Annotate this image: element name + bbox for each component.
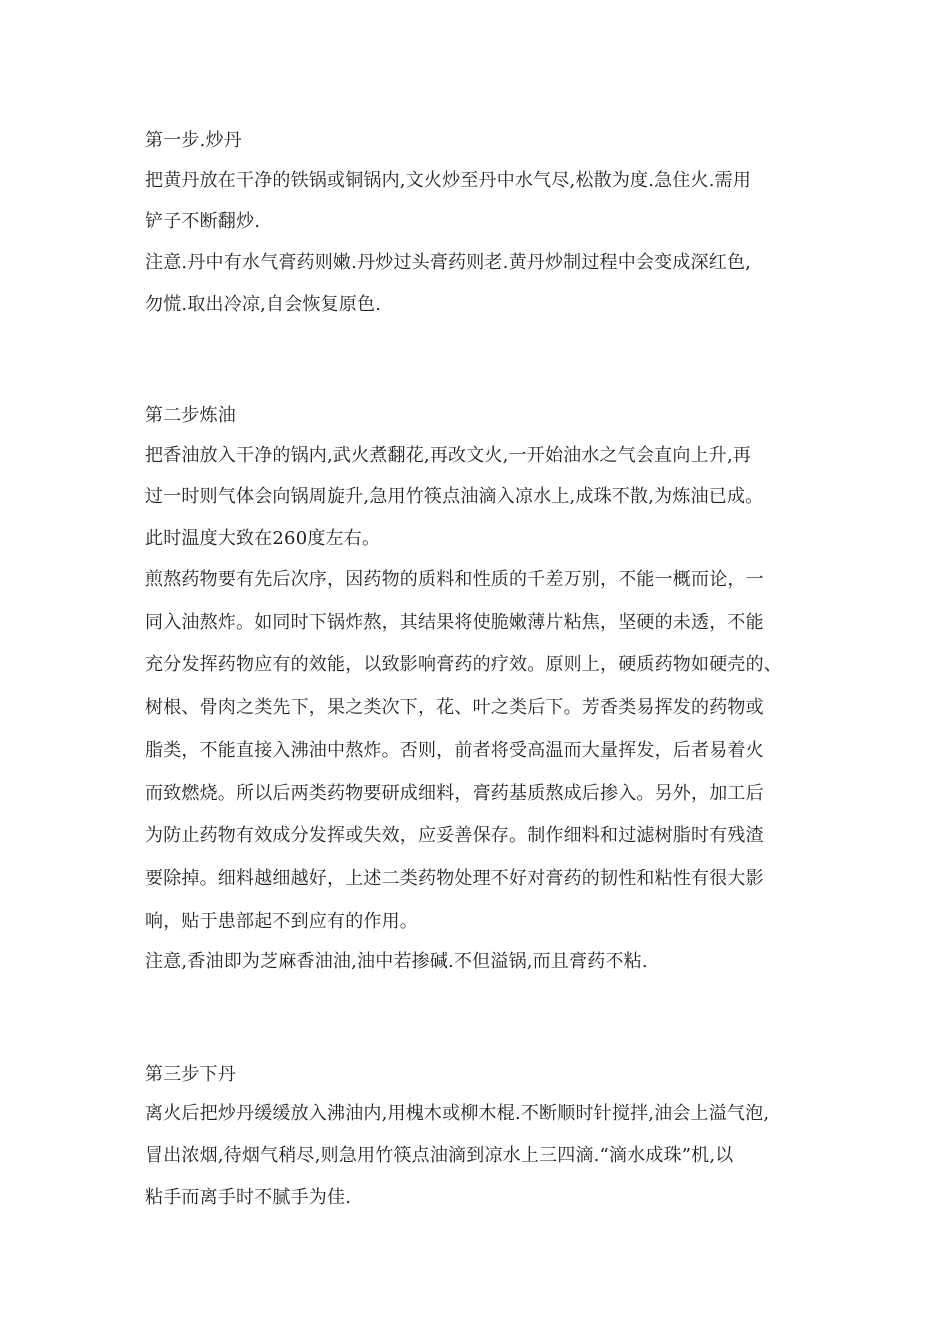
section-2-line-6: 充分发挥药物应有的效能，以致影响膏药的疗效。原则上，硬质药物如硬壳的、 xyxy=(145,654,782,675)
section-2-line-12: 响，贴于患部起不到应有的作用。 xyxy=(145,911,418,932)
section-2-line-1: 把香油放入干净的锅内,武火煮翻花,再改文火,一开始油水之气会直向上升,再 xyxy=(145,445,752,466)
section-2-line-3: 此时温度大致在260度左右。 xyxy=(145,528,381,549)
section-1-line-4: 勿慌.取出冷凉,自会恢复原色. xyxy=(145,294,382,315)
section-2-heading: 第二步炼油 xyxy=(145,405,236,426)
section-3-line-3: 粘手而离手时不腻手为佳. xyxy=(145,1187,352,1208)
section-3-line-2: 冒出浓烟,待烟气稍尽,则急用竹筷点油滴到凉水上三四滴.“滴水成珠”机,以 xyxy=(145,1145,734,1166)
section-3-heading: 第三步下丹 xyxy=(145,1064,236,1085)
section-2-line-8: 脂类，不能直接入沸油中熬炸。否则，前者将受高温而大量挥发，后者易着火 xyxy=(145,740,764,761)
section-2-line-9: 而致燃烧。所以后两类药物要研成细料，膏药基质熬成后掺入。另外，加工后 xyxy=(145,783,764,804)
section-2-line-4: 煎熬药物要有先后次序，因药物的质料和性质的千差万别，不能一概而论，一 xyxy=(145,569,764,590)
section-2-line-13: 注意,香油即为芝麻香油油,油中若掺碱.不但溢锅,而且膏药不粘. xyxy=(145,951,648,972)
section-2-line-2: 过一时则气体会向锅周旋升,急用竹筷点油滴入凉水上,成珠不散,为炼油已成。 xyxy=(145,486,764,507)
section-1-heading: 第一步.炒丹 xyxy=(145,130,242,151)
section-2-line-11: 要除掉。细料越细越好，上述二类药物处理不好对膏药的韧性和粘性有很大影 xyxy=(145,868,764,889)
section-2-line-5: 同入油熬炸。如同时下锅炸熬，其结果将使脆嫩薄片粘焦，坚硬的未透，不能 xyxy=(145,612,764,633)
section-2-line-10: 为防止药物有效成分发挥或失效，应妥善保存。制作细料和过滤树脂时有残渣 xyxy=(145,825,764,846)
section-2-line-7: 树根、骨肉之类先下，果之类次下，花、叶之类后下。芳香类易挥发的药物或 xyxy=(145,697,764,718)
section-3-line-1: 离火后把炒丹缓缓放入沸油内,用槐木或柳木棍.不断顺时针搅拌,油会上溢气泡, xyxy=(145,1103,770,1124)
section-1-line-3: 注意.丹中有水气膏药则嫩.丹炒过头膏药则老.黄丹炒制过程中会变成深红色, xyxy=(145,252,752,273)
section-1-line-2: 铲子不断翻炒. xyxy=(145,211,261,232)
section-1-line-1: 把黄丹放在干净的铁锅或铜锅内,文火炒至丹中水气尽,松散为度.急住火.需用 xyxy=(145,170,752,191)
